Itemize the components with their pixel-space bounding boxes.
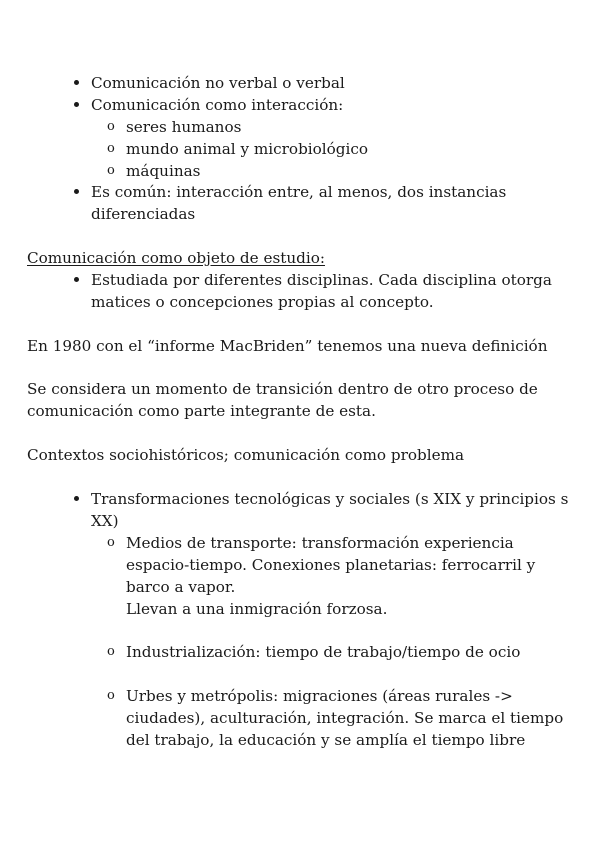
sub-bullet-humans: seres humanos — [126, 118, 242, 136]
bullet-transformations-line1: Transformaciones tecnológicas y sociales (s XIX y principios s — [91, 490, 569, 508]
sub-bullet-industrialization: Industrialización: tiempo de trabajo/tiempo de ocio — [126, 643, 521, 661]
sub-bullet-cities-line2: ciudades), aculturación, integración. Se marca el tiempo — [126, 709, 564, 727]
bullet-marker — [74, 277, 79, 282]
sub-bullet-marker: o — [107, 141, 115, 156]
bullet-transformations-line2: XX) — [91, 512, 119, 530]
paragraph-transition-line2: comunicación como parte integrante de esta. — [27, 402, 376, 420]
section-heading-estudio: Comunicación como objeto de estudio: — [27, 249, 325, 267]
bullet-marker — [74, 102, 79, 107]
bullet-common-interaction-line2: diferenciadas — [91, 205, 196, 223]
bullet-marker — [74, 496, 79, 501]
sub-bullet-machines: máquinas — [126, 162, 201, 180]
sub-bullet-transport-line3: barco a vapor. — [126, 578, 236, 596]
bullet-disciplines-line1: Estudiada por diferentes disciplinas. Cada disciplina otorga — [91, 271, 552, 289]
paragraph-transition-line1: Se considera un momento de transición dentro de otro proceso de — [27, 380, 538, 398]
sub-bullet-transport-line2: espacio-tiempo. Conexiones planetarias: ferrocarril y — [126, 556, 536, 574]
bullet-disciplines-line2: matices o concepciones propias al concepto. — [91, 293, 434, 311]
sub-bullet-marker: o — [107, 163, 115, 178]
sub-bullet-marker: o — [107, 535, 115, 550]
sub-bullet-animal-world: mundo animal y microbiológico — [126, 140, 369, 158]
bullet-marker — [74, 189, 79, 194]
sub-bullet-marker: o — [107, 119, 115, 134]
sub-bullet-transport-line1: Medios de transporte: transformación experiencia — [126, 534, 514, 552]
sub-bullet-cities-line1: Urbes y metrópolis: migraciones (áreas rurales -> — [126, 687, 513, 705]
sub-bullet-marker: o — [107, 688, 115, 703]
bullet-communication-verbal: Comunicación no verbal o verbal — [91, 74, 345, 92]
sub-bullet-marker: o — [107, 644, 115, 659]
paragraph-contexts: Contextos sociohistóricos; comunicación como problema — [27, 446, 465, 464]
sub-bullet-transport-line4: Llevan a una inmigración forzosa. — [126, 600, 388, 618]
bullet-communication-interaction: Comunicación como interacción: — [91, 96, 344, 114]
bullet-marker — [74, 80, 79, 85]
bullet-common-interaction-line1: Es común: interacción entre, al menos, dos instancias — [91, 183, 507, 201]
paragraph-1980: En 1980 con el “informe MacBriden” tenemos una nueva definición — [27, 337, 548, 355]
sub-bullet-cities-line3: del trabajo, la educación y se amplía el tiempo libre — [126, 731, 526, 749]
